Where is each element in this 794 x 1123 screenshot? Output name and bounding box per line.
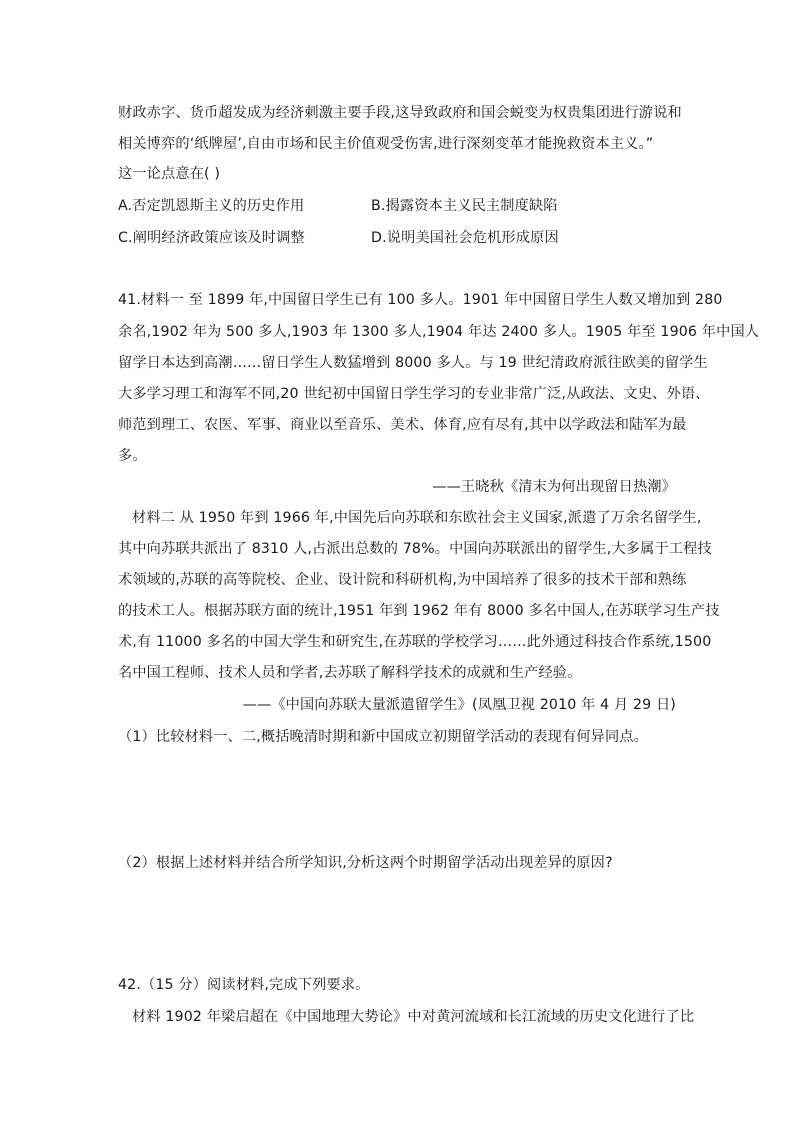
q41-material1-line-5: 师范到理工、农医、军事、商业以至音乐、美术、体育,应有尽有,其中以学政法和陆军为最	[118, 417, 687, 433]
q40-text-line-1: 财政赤字、货币超发成为经济刺激主要手段,这导致政府和国会蜕变为权贵集团进行游说和	[118, 105, 682, 121]
q41-material2-line-4: 的技术工人。根据苏联方面的统计,1951 年到 1962 年有 8000 多名中国人,在苏联学习生产技	[118, 603, 720, 619]
q40-text-line-2: 相关博弈的‘纸牌屋’,自由市场和民主价值观受伤害,进行深刻变革才能挽救资本主义。”	[118, 136, 654, 152]
q41-material2-line-3: 术领域的,苏联的高等院校、企业、设计院和科研机构,为中国培养了很多的技术干部和熟练	[118, 572, 687, 588]
q41-material1-line-3: 留学日本达到高潮……留日学生人数猛增到 8000 多人。与 19 世纪清政府派往欧美的留学生	[118, 355, 708, 371]
q41-material1-line-1: 41.材料一 至 1899 年,中国留日学生已有 100 多人。1901 年中国留日学生人数又增加到 280	[118, 292, 723, 308]
q40-option-d: D.说明美国社会危机形成原因	[371, 230, 559, 246]
q42-material-line-1: 材料 1902 年梁启超在《中国地理大势论》中对黄河流域和长江流域的历史文化进行了比	[132, 1009, 695, 1025]
q41-material2-line-2: 其中向苏联共派出了 8310 人,占派出总数的 78%。中国向苏联派出的留学生,大多属于工程技	[118, 541, 712, 557]
q41-material1-line-4: 大多学习理工和海军不同,20 世纪初中国留日学生学习的专业非常广泛,从政法、文史、外语、	[118, 386, 710, 402]
q41-material2-line-5: 术,有 11000 多名的中国大学生和研究生,在苏联的学校学习……此外通过科技合作系统,1500	[118, 634, 712, 650]
q41-material2-source: ——《中国向苏联大量派遣留学生》(凤凰卫视 2010 年 4 月 29 日)	[242, 697, 676, 713]
q41-material2-line-1: 材料二 从 1950 年到 1966 年,中国先后向苏联和东欧社会主义国家,派遣了万余名留学生,	[132, 510, 702, 526]
q41-material1-line-2: 余名,1902 年为 500 多人,1903 年 1300 多人,1904 年达 2400 多人。1905 年至 1906 年中国人	[118, 324, 760, 340]
q40-option-a: A.否定凯恩斯主义的历史作用	[118, 198, 305, 214]
q41-subquestion-2: （2）根据上述材料并结合所学知识,分析这两个时期留学活动出现差异的原因?	[118, 855, 613, 871]
q40-option-b: B.揭露资本主义民主制度缺陷	[371, 198, 558, 214]
q41-material1-source: ——王晓秋《清末为何出现留日热潮》	[432, 479, 676, 495]
q42-heading: 42.（15 分）阅读材料,完成下列要求。	[118, 977, 370, 993]
q41-material2-line-6: 名中国工程师、技术人员和学者,去苏联了解科学技术的成就和生产经验。	[118, 665, 582, 681]
q41-material1-line-6: 多。	[118, 448, 147, 464]
q40-option-c: C.阐明经济政策应该及时调整	[118, 230, 305, 246]
q40-stem: 这一论点意在( )	[118, 166, 221, 182]
q41-subquestion-1: （1）比较材料一、二,概括晚清时期和新中国成立初期留学活动的表现有何异同点。	[118, 729, 648, 745]
